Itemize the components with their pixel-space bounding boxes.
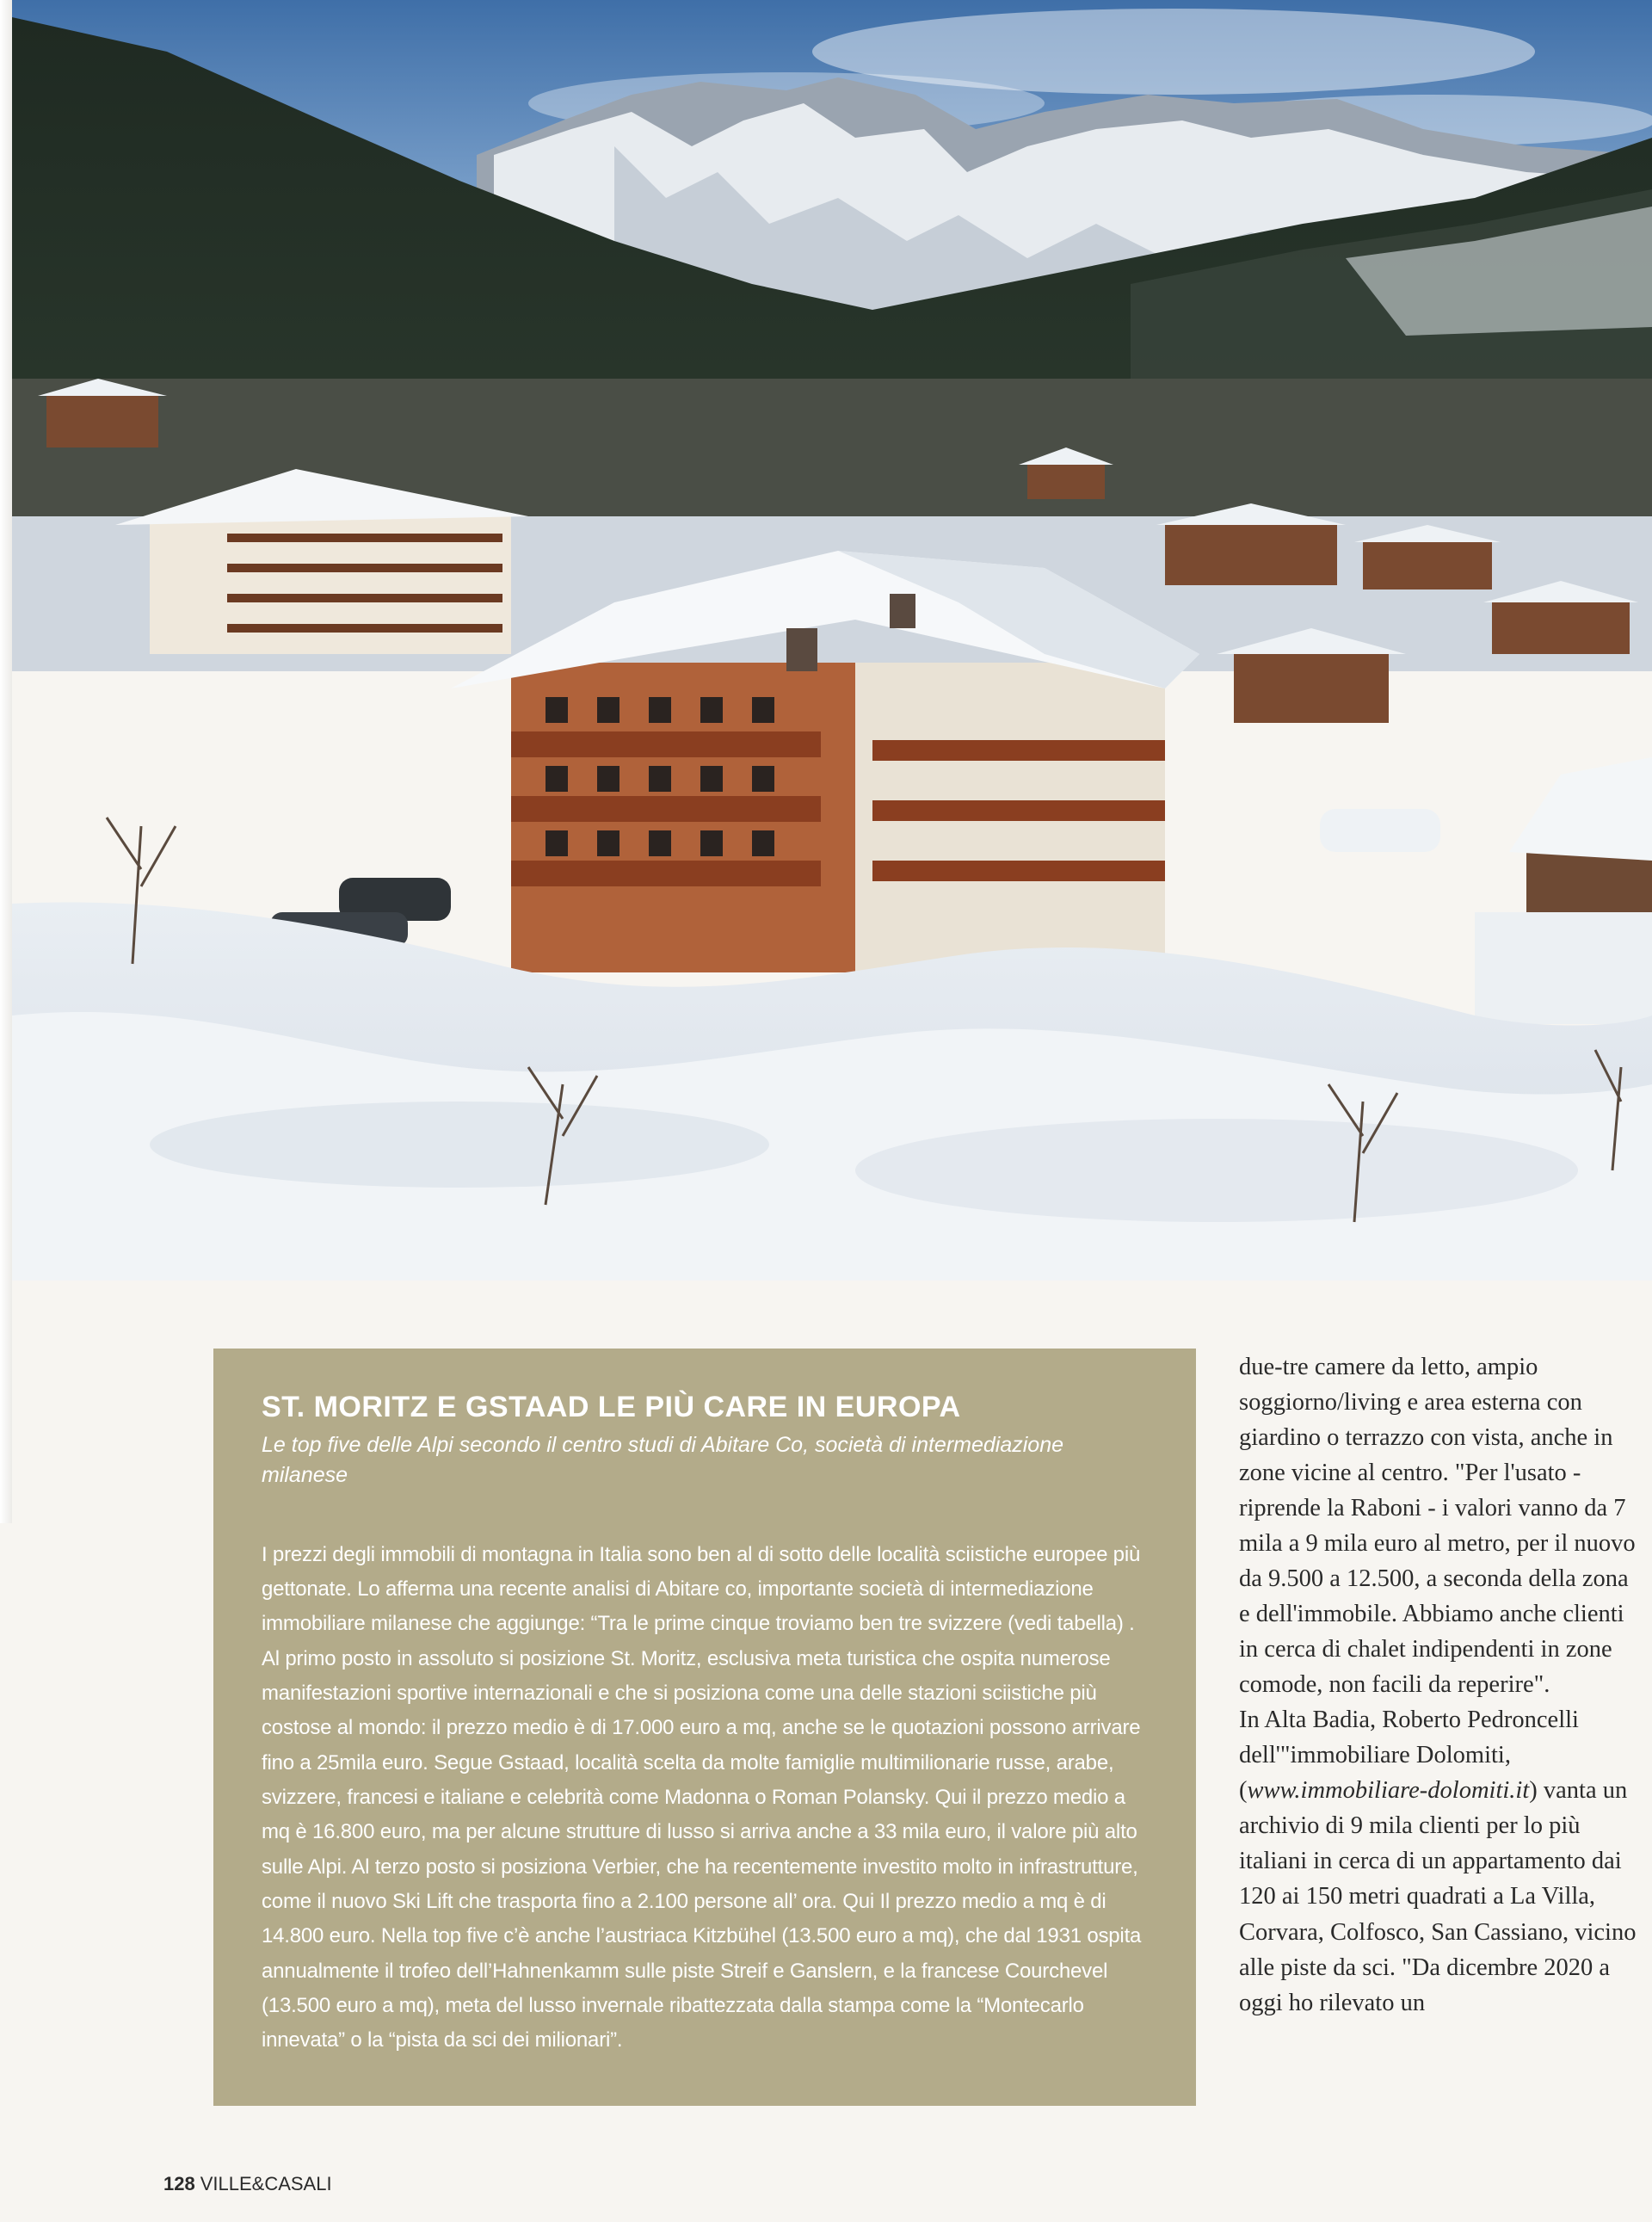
column-paragraph-2-end: ) vanta un archivio di 9 mila clienti per lo più italiani in cerca di un appartamento dai 120 ai 150 metri quadrati a La Villa, Corvara, Colfosco, San Cassiano, vicino alle piste da sci. "Da dicembre 2020 a oggi ho rilevato un	[1239, 1777, 1637, 2016]
article-column	[1239, 1349, 1640, 2021]
page-edge	[0, 0, 12, 1523]
sidebar-title: ST. MORITZ E GSTAAD LE PIÙ CARE IN EUROPA	[262, 1391, 961, 1423]
sidebar-subtitle: Le top five delle Alpi secondo il centro studi di Abitare Co, società di intermediazione milanese	[262, 1432, 1064, 1488]
magazine-name: VILLE&CASALI	[200, 2173, 332, 2194]
sidebar-box	[213, 1349, 1196, 2106]
hero-photo	[12, 0, 1652, 1281]
website-link[interactable]: www.immobiliare-dolomiti.it	[1247, 1777, 1530, 1805]
column-paragraph-1: due-tre camere da letto, ampio soggiorno/living e area esterna con giardino o terrazzo con vista, anche in zone vicine al centro. "Per l'usato - riprende la Raboni - i valori vanno da 7 mila a 9 mila euro al metro, per il nuovo da 9.500 a 12.500, a seconda della zona e dell'immobile. Abbiamo anche clienti in cerca di chalet indipendenti in zone comode, non facili da reperire".	[1239, 1354, 1636, 1699]
snowy-alpine-village-illustration	[12, 0, 1652, 1281]
column-paragraph-2-start: In Alta Badia, Roberto Pedroncelli dell'"immobiliare Dolomiti, (	[1239, 1707, 1579, 1805]
page-folio	[163, 2173, 332, 2195]
page-number: 128	[163, 2173, 195, 2194]
sidebar-body: I prezzi degli immobili di montagna in Italia sono ben al di sotto delle località sciistiche europee più gettonate. Lo afferma una recente analisi di Abitare co, importante società di intermediazione immobiliare milanese che aggiunge: “Tra le prime cinque troviamo ben tre svizzere (vedi tabella) . Al primo posto in assoluto si posizione St. Moritz, esclusiva meta turistica che ospita numerose manifestazioni sportive internazionali e che si posiziona come una delle stazioni sciistiche più costose al mondo: il prezzo medio è di 17.000 euro a mq, anche se le quotazioni possono arrivare fino a 25mila euro. Segue Gstaad, località scelta da molte famiglie multimilionarie russe, arabe, svizzere, francesi e italiane e celebrità come Madonna o Roman Polansky. Qui il prezzo medio a mq è 16.800 euro, ma per alcune strutture di lusso si arriva anche a 33 mila euro, il valore più alto sulle Alpi. Al terzo posto si posiziona Verbier, che ha recentemente investito molto in infrastrutture, come il nuovo Ski Lift che trasporta fino a 2.100 persone all’ ora. Qui Il prezzo medio a mq è di 14.800 euro. Nella top five c’è anche l’austriaca Kitzbühel (13.500 euro a mq), che dal 1931 ospita annualmente il trofeo dell’Hahnenkamm sulle piste Streif e Ganslern, e la francese Courchevel (13.500 euro a mq), meta del lusso invernale ribattezzata dalla stampa come la “Montecarlo innevata” o la “pista da sci dei milionari”.	[262, 1542, 1142, 2052]
column-paragraph-2	[1239, 1702, 1640, 2020]
